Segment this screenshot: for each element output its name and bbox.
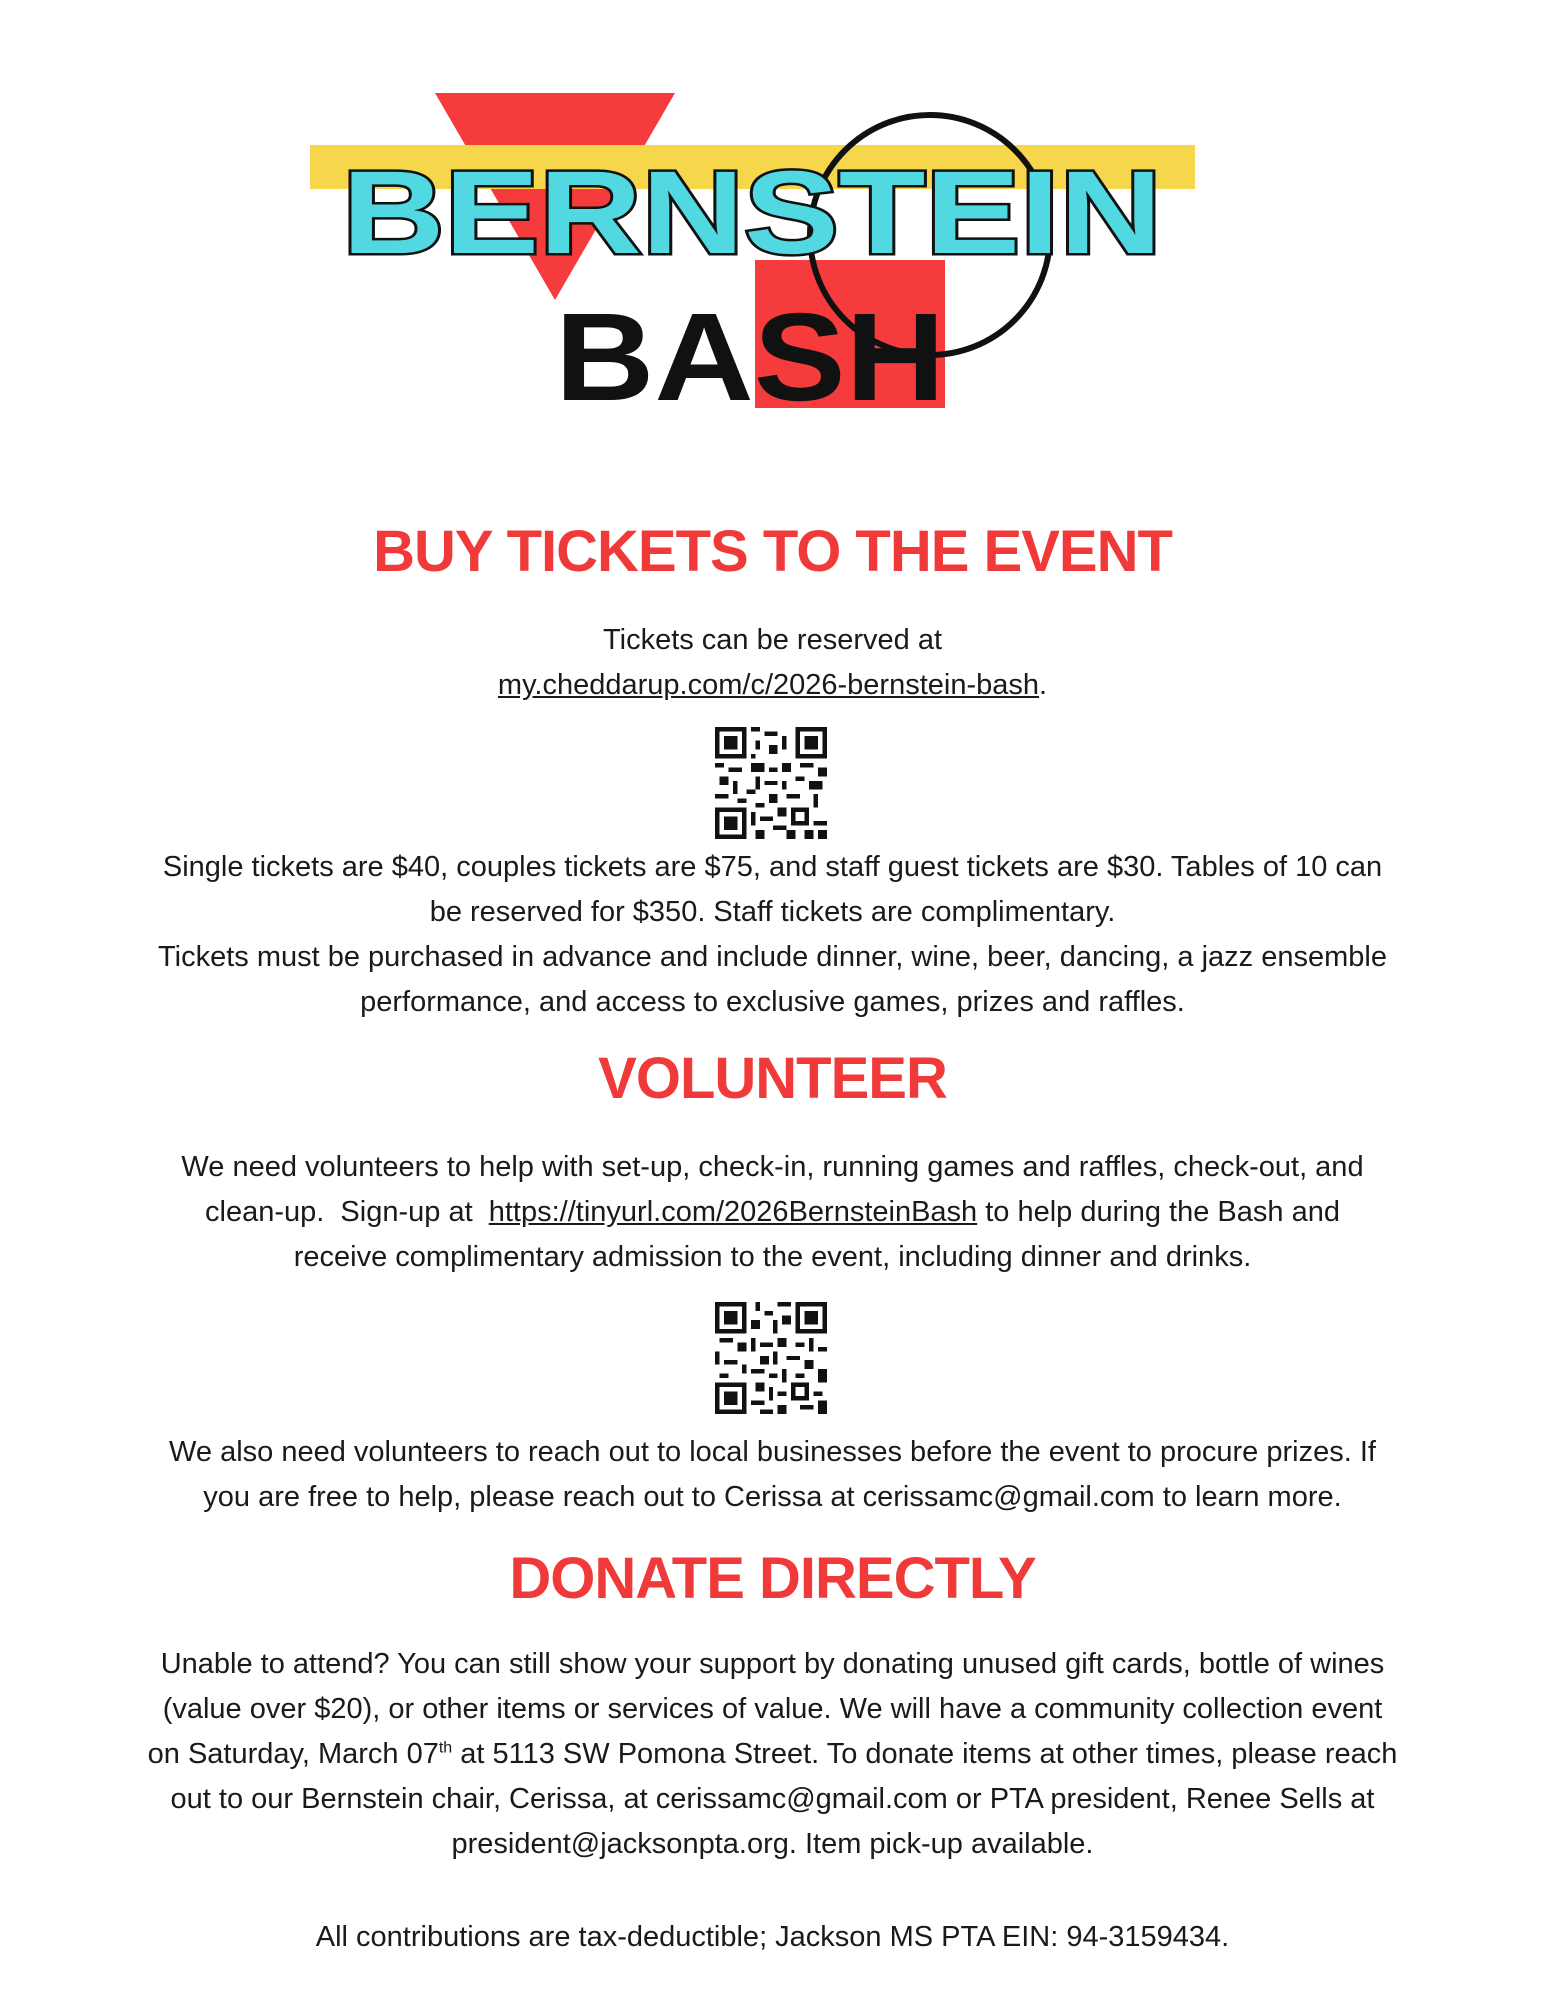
bernstein-bash-logo [300,85,1210,415]
tickets-includes-line1: Tickets must be purchased in advance and include dinner, wine, beer, dancing, a jazz ensemble [158,941,1387,973]
logo-title-line2: BASH [555,288,945,415]
volunteer-procure-line1: We also need volunteers to reach out to local businesses before the event to procure prizes. If [169,1436,1376,1468]
tickets-pricing-line1: Single tickets are $40, couples tickets are $75, and staff guest tickets are $30. Tables of 10 can [162,851,1383,883]
volunteer-procure-line2: you are free to help, please reach out to Cerissa at cerissamc@gmail.com to learn more. [203,1481,1342,1513]
tickets-pricing-line2: be reserved for $350. Staff tickets are complimentary. [429,896,1116,928]
tickets-link[interactable]: my.cheddarup.com/c/2026-bernstein-bash [497,669,1040,701]
volunteer-heading: VOLUNTEER [598,1046,947,1111]
donate-line4: out to our Bernstein chair, Cerissa, at cerissamc@gmail.com or PTA president, Renee Sells at [170,1783,1375,1815]
donate-line5: president@jacksonpta.org. Item pick-up available. [451,1828,1094,1860]
qr-code-icon[interactable] [715,727,827,839]
tickets-heading: BUY TICKETS TO THE EVENT [373,519,1172,584]
donate-line1: Unable to attend? You can still show your support by donating unused gift cards, bottle of wines [160,1648,1385,1680]
volunteer-line1: We need volunteers to help with set-up, check-in, running games and raffles, check-out, and [181,1151,1364,1183]
tickets-link-line: my.cheddarup.com/c/2026-bernstein-bash. [497,669,1048,701]
volunteer-line3: receive complimentary admission to the event, including dinner and drinks. [293,1241,1252,1273]
logo-title-line1: BERNSTEIN [342,147,1162,279]
donate-line2: (value over $20), or other items or services of value. We will have a community collection event [162,1693,1383,1725]
footer-tax-note: All contributions are tax-deductible; Jackson MS PTA EIN: 94-3159434. [315,1921,1230,1953]
tickets-intro: Tickets can be reserved at [602,624,943,656]
volunteer-line2: clean-up. Sign-up at https://tinyurl.com/2026BernsteinBash to help during the Bash and [205,1196,1340,1228]
tickets-includes-line2: performance, and access to exclusive games, prizes and raffles. [360,986,1185,1018]
donate-heading: DONATE DIRECTLY [509,1546,1036,1611]
qr-code-icon[interactable] [715,1302,827,1414]
volunteer-signup-link[interactable]: https://tinyurl.com/2026BernsteinBash [488,1196,978,1228]
donate-line3: on Saturday, March 07th at 5113 SW Pomona Street. To donate items at other times, please reach [147,1738,1398,1770]
